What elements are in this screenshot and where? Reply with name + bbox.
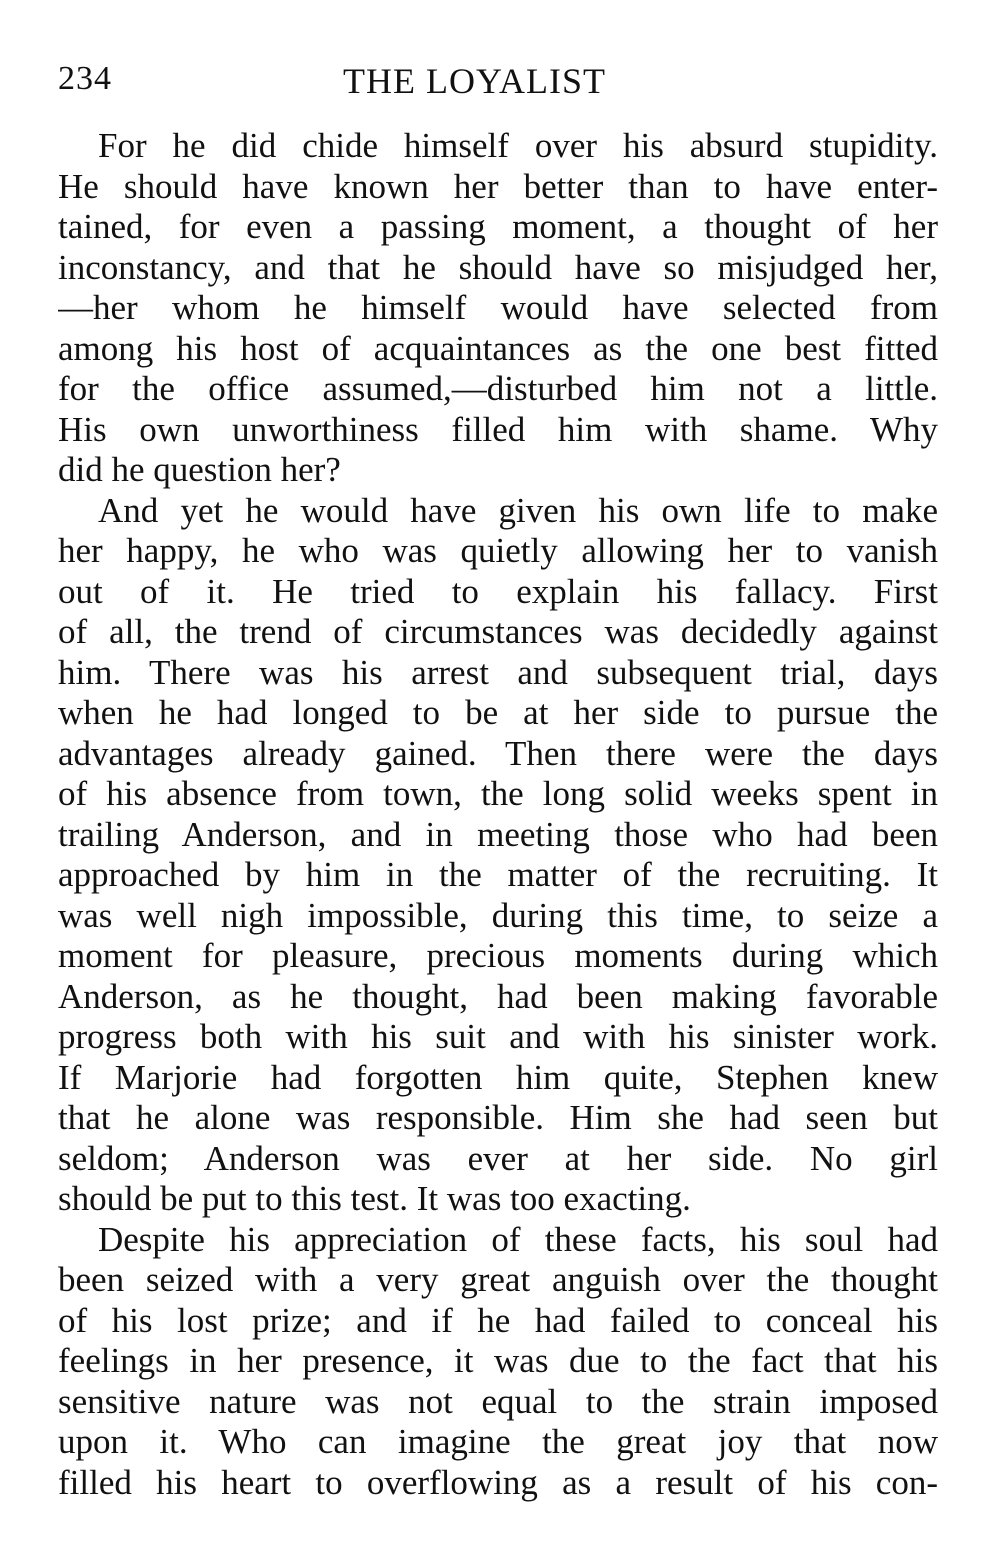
text-line: feelings in her presence, it was due to the fact that his bbox=[58, 1341, 938, 1380]
text-line: among his host of acquaintances as the one best fitted bbox=[58, 328, 938, 368]
text-line: And yet he would have given his own life to make bbox=[98, 490, 938, 530]
text-line: approached by him in the matter of the recruiting. It bbox=[58, 855, 938, 894]
text-line: sensitive nature was not equal to the strain imposed bbox=[58, 1381, 938, 1421]
text-line: for the office assumed,—disturbed him not a little. bbox=[58, 369, 938, 408]
page-number: 234 bbox=[58, 60, 112, 97]
text-line: trailing Anderson, and in meeting those who had been bbox=[58, 814, 938, 854]
text-line: been seized with a very great anguish over the thought bbox=[58, 1260, 938, 1299]
text-line: of his lost prize; and if he had failed to conceal his bbox=[58, 1300, 938, 1340]
text-line: His own unworthiness filled him with shame. Why bbox=[58, 409, 938, 449]
page-header bbox=[58, 58, 938, 106]
text-line: upon it. Who can imagine the great joy that now bbox=[58, 1422, 938, 1461]
text-line: of all, the trend of circumstances was decidedly against bbox=[58, 612, 938, 651]
text-line: of his absence from town, the long solid weeks spent in bbox=[58, 774, 938, 813]
text-line: seldom; Anderson was ever at her side. No girl bbox=[58, 1138, 938, 1178]
text-line: inconstancy, and that he should have so misjudged her, bbox=[58, 247, 938, 287]
text-line: when he had longed to be at her side to pursue the bbox=[58, 693, 938, 732]
text-line: He should have known her better than to have enter- bbox=[58, 166, 938, 206]
text-line: him. There was his arrest and subsequent trial, days bbox=[58, 652, 938, 692]
text-line: progress both with his suit and with his sinister work. bbox=[58, 1017, 938, 1056]
text-line: that he alone was responsible. Him she had seen but bbox=[58, 1098, 938, 1137]
text-line: If Marjorie had forgotten him quite, Stephen knew bbox=[58, 1057, 938, 1097]
text-line: her happy, he who was quietly allowing her to vanish bbox=[58, 531, 938, 570]
text-line: Despite his appreciation of these facts, his soul had bbox=[98, 1219, 938, 1259]
text-line: should be put to this test. It was too exacting. bbox=[58, 1179, 691, 1218]
body-text bbox=[58, 126, 938, 1503]
text-line: filled his heart to overflowing as a result of his con- bbox=[58, 1462, 938, 1502]
text-line: —her whom he himself would have selected from bbox=[58, 288, 938, 327]
text-line: moment for pleasure, precious moments during which bbox=[58, 936, 938, 975]
text-line: was well nigh impossible, during this time, to seize a bbox=[58, 895, 938, 935]
text-line: advantages already gained. Then there were the days bbox=[58, 733, 938, 773]
text-line: out of it. He tried to explain his fallacy. First bbox=[58, 571, 938, 611]
text-line: For he did chide himself over his absurd stupidity. bbox=[98, 126, 938, 165]
text-line: did he question her? bbox=[58, 450, 341, 489]
text-line: tained, for even a passing moment, a thought of her bbox=[58, 207, 938, 246]
text-line: Anderson, as he thought, had been making favorable bbox=[58, 976, 938, 1016]
running-title: THE LOYALIST bbox=[343, 61, 606, 101]
